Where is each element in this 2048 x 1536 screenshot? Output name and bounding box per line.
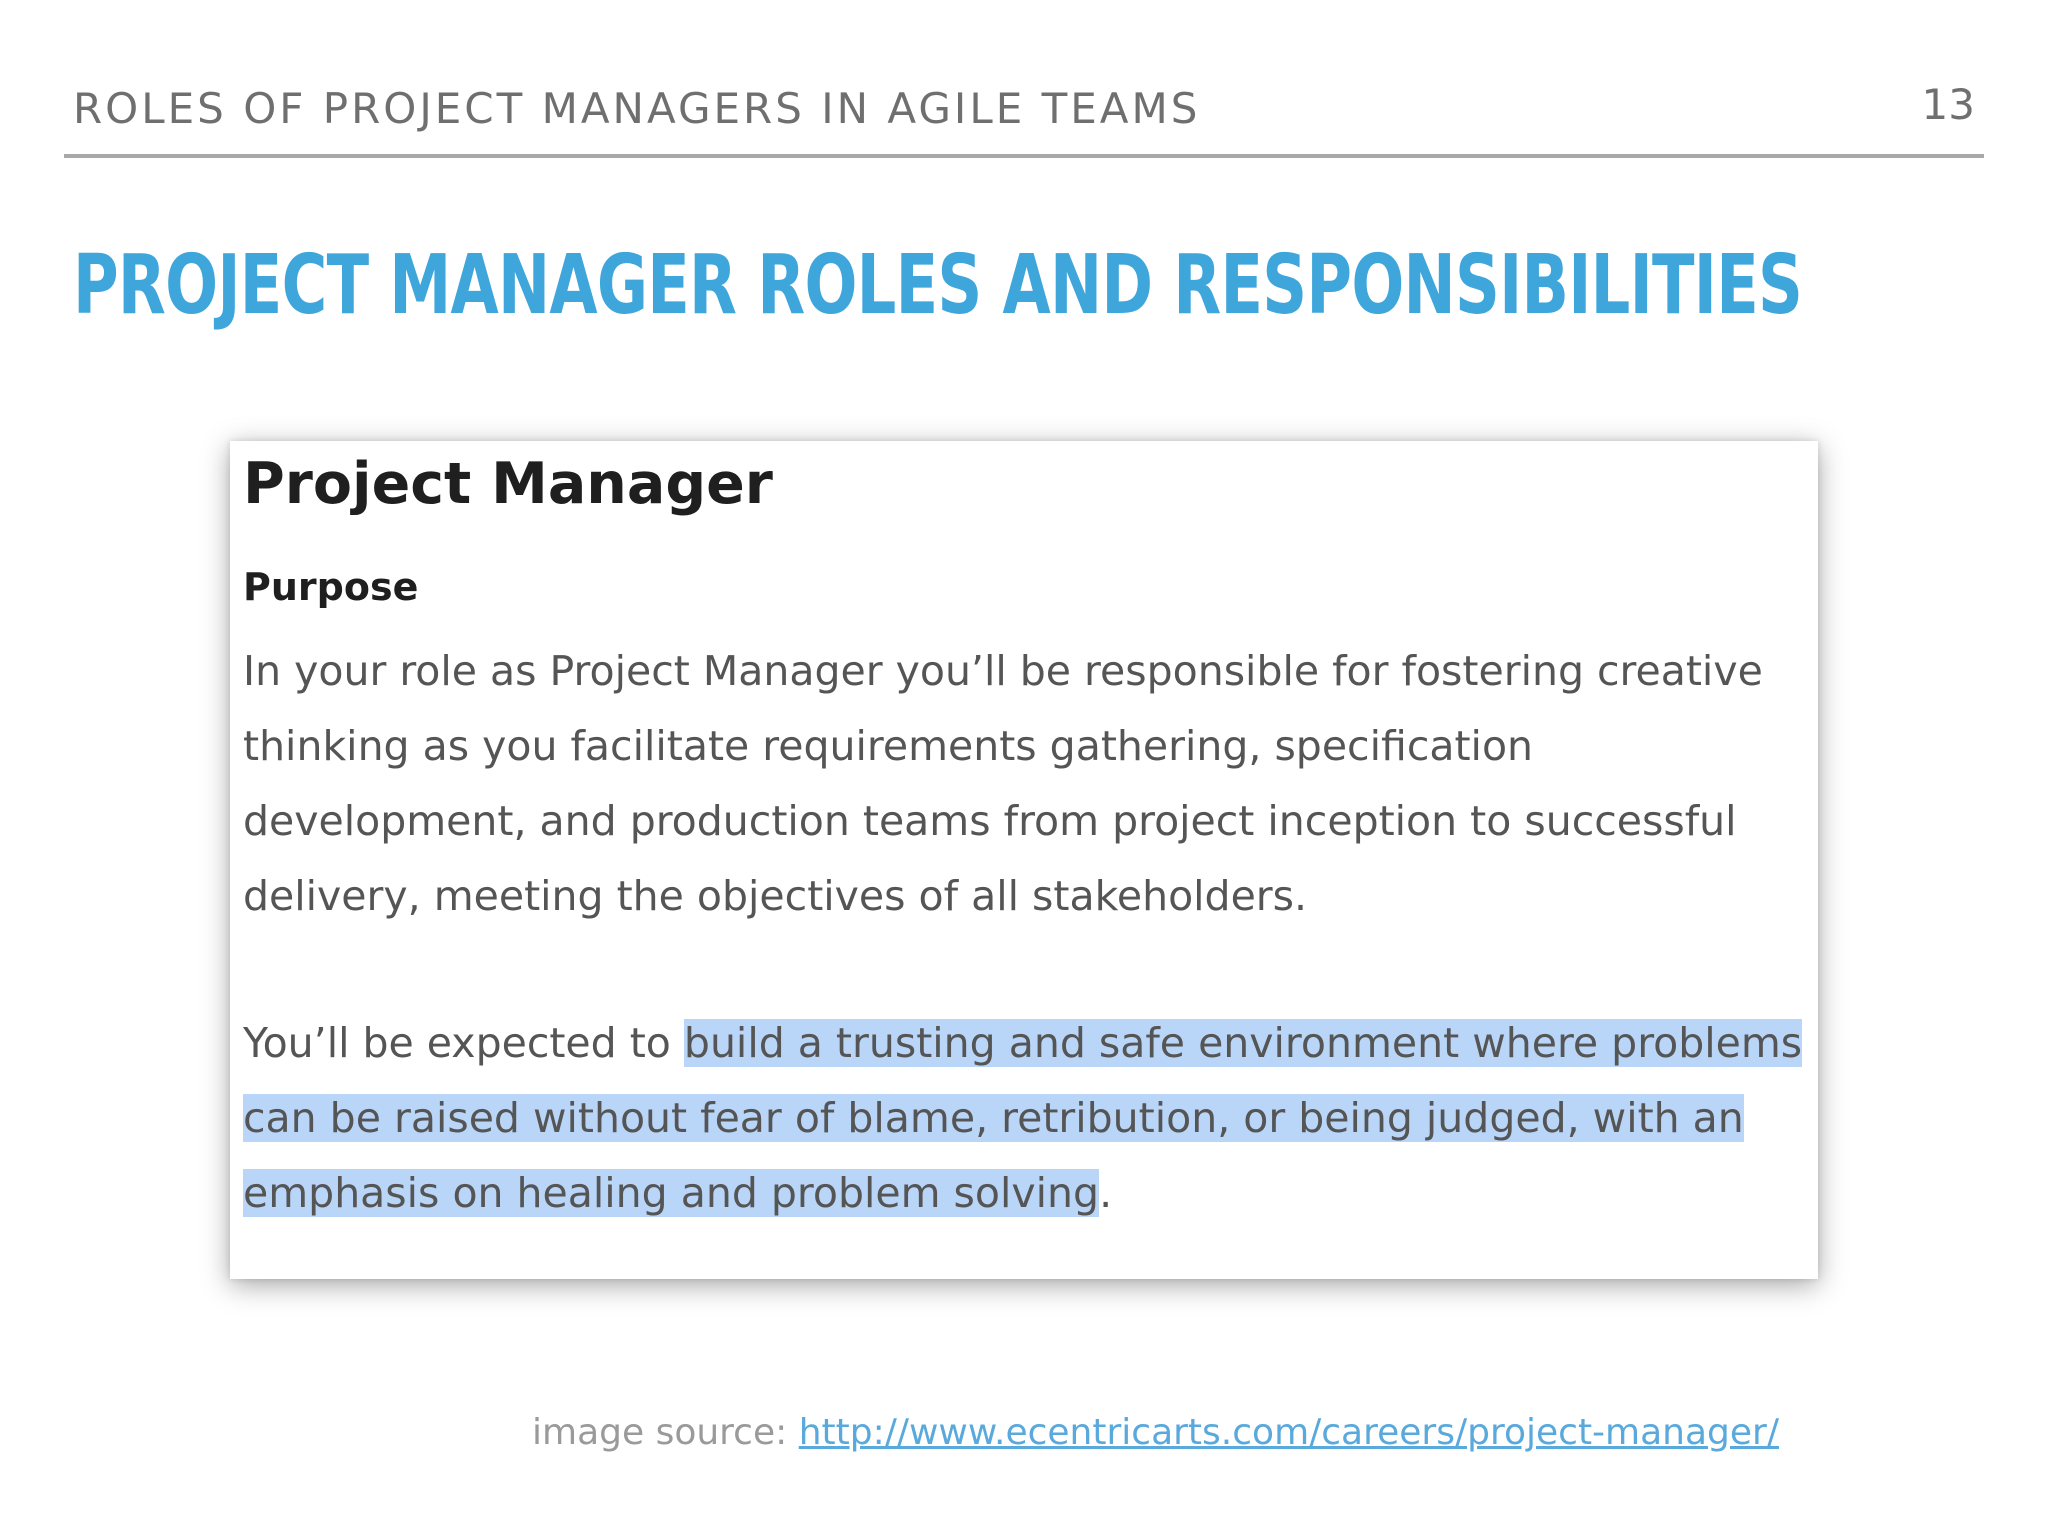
purpose-paragraph: In your role as Project Manager you’ll be responsible for fostering creative thinking as you facilitate requirements gathering, specification development, and production teams from project inception to successful delivery, meeting the objectives of all stakeholders.: [243, 647, 1763, 920]
card-subheading: Purpose: [243, 565, 419, 609]
highlighted-text: build a trusting and safe environment where problems can be raised without fear of blame, retribution, or being judged, with an emphasis on healing and problem solving: [243, 1019, 1803, 1217]
page-number: 13: [1921, 80, 1975, 129]
paragraph-text-end: .: [1099, 1169, 1113, 1217]
expectation-paragraph: [243, 1006, 1803, 1231]
image-source: [532, 1412, 1779, 1453]
source-link[interactable]: http://www.ecentricarts.com/careers/project-manager/: [798, 1412, 1779, 1453]
source-label: image source:: [532, 1412, 799, 1453]
card-heading: Project Manager: [243, 451, 773, 517]
slide-title: PROJECT MANAGER ROLES AND RESPONSIBILITIES: [73, 238, 1803, 333]
paragraph-text-start: You’ll be expected to: [243, 1019, 684, 1067]
header-divider: [64, 154, 1984, 158]
screenshot-card: [230, 441, 1818, 1279]
slide-header: ROLES OF PROJECT MANAGERS IN AGILE TEAMS: [73, 84, 1201, 133]
